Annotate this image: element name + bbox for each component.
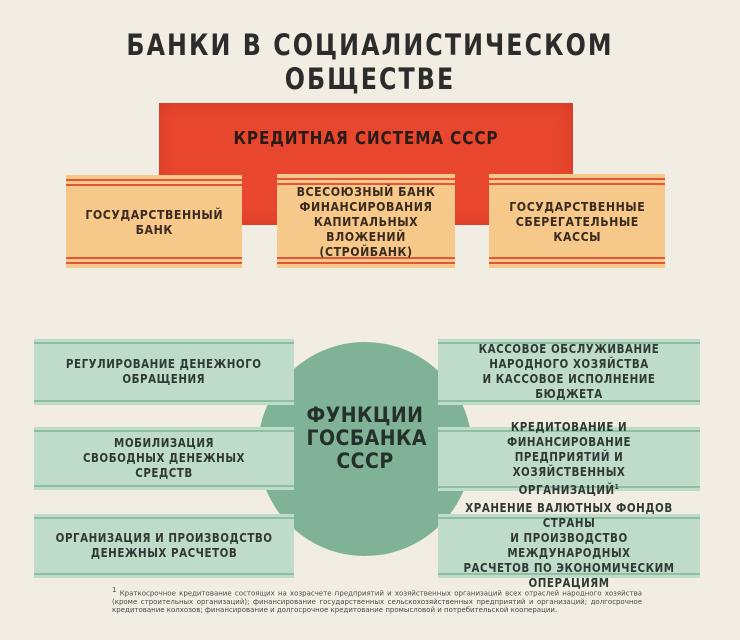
org-label: ВСЕСОЮЗНЫЙ БАНК ФИНАНСИРОВАНИЯ КАПИТАЛЬНЫХ ВЛОЖЕНИЙ (СТРОЙБАНК): [296, 183, 436, 259]
credit-system-header: КРЕДИТНАЯ СИСТЕМА СССР: [233, 128, 499, 149]
org-label: ГОСУДАРСТВЕННЫЙ БАНК: [85, 206, 223, 237]
function-label: КРЕДИТОВАНИЕ И ФИНАНСИРОВАНИЕ ПРЕДПРИЯТИЙ И ХОЗЯЙСТВЕННЫХ ОРГАНИЗАЦИЙ$^1$: [506, 420, 632, 497]
function-label: ОРГАНИЗАЦИЯ И ПРОИЗВОДСТВО ДЕНЕЖНЫХ РАСЧЕТОВ: [55, 531, 273, 560]
function-box-left-2: [34, 427, 294, 490]
org-label: ГОСУДАРСТВЕННЫЕ СБЕРЕГАТЕЛЬНЫЕ КАССЫ: [508, 198, 646, 244]
function-label: КАССОВОЕ ОБСЛУЖИВАНИЕ НАРОДНОГО ХОЗЯЙСТВА И КАССОВОЕ ИСПОЛНЕНИЕ БЮДЖЕТА: [478, 342, 660, 401]
footnote-mark: 1: [614, 483, 620, 491]
page-title: БАНКИ В СОЦИАЛИСТИЧЕСКОМ ОБЩЕСТВЕ: [126, 28, 614, 96]
org-box-savings: [489, 174, 665, 268]
footnote: [112, 586, 642, 615]
function-label: РЕГУЛИРОВАНИЕ ДЕНЕЖНОГО ОБРАЩЕНИЯ: [66, 357, 262, 386]
function-box-left-1: [34, 339, 294, 405]
org-box-gosbank: [66, 175, 242, 268]
org-box-stroibank: [277, 174, 455, 268]
function-box-right-1: [438, 339, 700, 405]
function-box-left-3: [34, 514, 294, 578]
function-label: МОБИЛИЗАЦИЯ СВОБОДНЫХ ДЕНЕЖНЫХ СРЕДСТВ: [82, 436, 246, 480]
function-label: ХРАНЕНИЕ ВАЛЮТНЫХ ФОНДОВ СТРАНЫ И ПРОИЗВОДСТВО МЕЖДУНАРОДНЫХ РАСЧЕТОВ ПО ЭКОНОМИЧЕСКИМ ОПЕРАЦИЯМ: [463, 501, 675, 590]
footnote-mark: 1: [112, 586, 117, 594]
center-title: ФУНКЦИИ ГОСБАНКА СССР: [306, 403, 428, 473]
function-box-right-3: [438, 501, 700, 590]
function-box-right-2: [438, 420, 700, 497]
footnote-text: Краткосрочное кредитование состоящих на хозрасчете предприятий и хозяйственных организаций всех отраслей народного хозяйства (кроме строительных организаций); финансирование государственных сельскохозяйственных предприятий и организаций; долгосрочное кредитование колхозов; финансирование и долгосрочное кредитование промысловой и потребительской кооперации.: [112, 589, 642, 615]
